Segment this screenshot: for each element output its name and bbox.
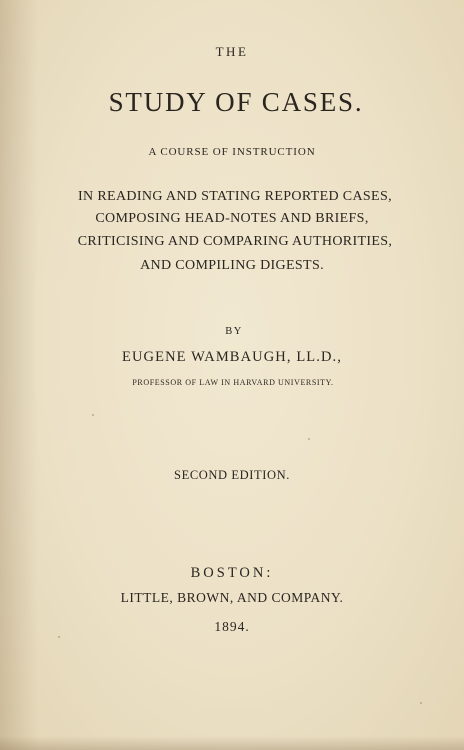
publication-year: 1894. [214,619,250,634]
description-line-4: AND COMPILING DIGESTS. [140,258,324,273]
book-title: STUDY OF CASES. [108,87,364,117]
description-line-1: IN READING AND STATING REPORTED CASES, [78,189,392,204]
author-name: EUGENE WAMBAUGH, LL.D., [122,349,342,365]
publication-city: BOSTON: [190,565,274,581]
author-affiliation: PROFESSOR OF LAW IN HARVARD UNIVERSITY. [132,378,334,387]
description-line-2: COMPOSING HEAD-NOTES AND BRIEFS, [95,211,369,226]
paper-speck [308,438,310,440]
title-article: THE [215,44,249,59]
paper-speck [58,636,60,638]
publisher-name: LITTLE, BROWN, AND COMPANY. [120,590,344,605]
paper-speck [420,702,422,704]
paper-speck [92,414,94,416]
by-line: BY [225,326,243,337]
description-line-3: CRITICISING AND COMPARING AUTHORITIES, [77,234,393,249]
page-edge-shadow [0,736,464,750]
book-subtitle: A COURSE OF INSTRUCTION [148,146,316,158]
edition-statement: SECOND EDITION. [174,468,290,482]
